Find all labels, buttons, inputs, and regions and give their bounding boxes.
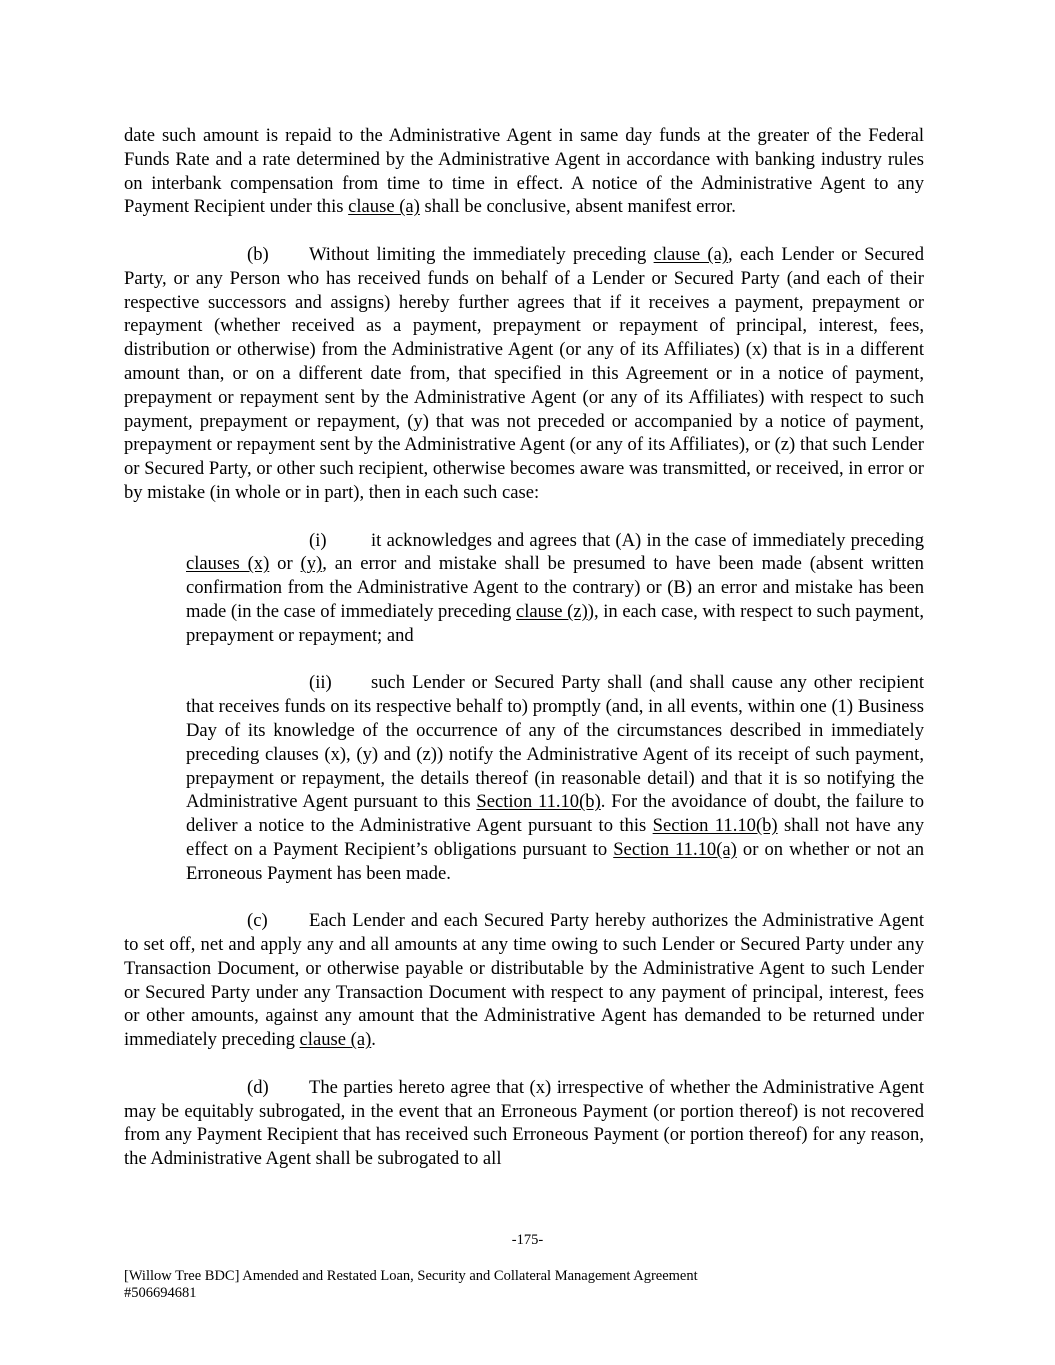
footer-doc-id: #506694681 (124, 1285, 197, 1301)
clause-a-reference: clause (a) (653, 243, 729, 265)
paragraph-intro: date such amount is repaid to the Administrative Agent in same day funds at the greater of the Federal Funds Rate and a rate determined by the Administrative Agent in accordance with banking industry rules on interbank compensation from time to time in effect. A notice of the Administrative Agent to any Payment Recipient under this clause (a) shall be conclusive, absent manifest error. (124, 125, 924, 218)
paragraph-c: (c) Each Lender and each Secured Party hereby authorizes the Administrative Agent to set off, net and apply any and all amounts at any time owing to such Lender or Secured Party under any Transaction Document, or otherwise payable or distributable by the Administrative Agent to such Lender or Secured Party under any Transaction Document with respect to any payment of principal, interest, fees or other amounts, against any amount that the Administrative Agent has demanded to be returned under immediately preceding clause (a). (124, 910, 924, 1051)
clause-a-reference: clause (a) (299, 1029, 372, 1051)
page-number: -175- (511, 1232, 544, 1248)
section-11-10-b-reference: Section 11.10(b) (652, 815, 778, 837)
paragraph-i-label: (i) (309, 529, 327, 551)
clause-z-reference: clause (z) (516, 600, 588, 622)
document-footer (124, 1268, 924, 1302)
paragraph-ii-label: (ii) (309, 672, 332, 694)
section-11-10-a-reference: Section 11.10(a) (613, 838, 737, 860)
clauses-x-reference: clauses (x) (186, 553, 270, 575)
paragraph-b-label: (b) (247, 243, 269, 265)
clause-y-reference: (y) (300, 553, 323, 575)
paragraph-i: (i) it acknowledges and agrees that (A) in the case of immediately preceding clauses (x) or (y), an error and mistake shall be presumed to have been made (absent written confirmation from the Administrative Agent to the contrary) or (B) an error and mistake has been made (in the case of immediately preceding clause (z)), in each case, with respect to such payment, prepayment or repayment; and (186, 529, 924, 646)
section-11-10-b-reference: Section 11.10(b) (476, 791, 601, 813)
paragraph-ii: (ii) such Lender or Secured Party shall (and shall cause any other recipient that receives funds on its respective behalf to) promptly (and, in all events, within one (1) Business Day of its knowledge of the occurrence of any of the circumstances described in immediately preceding clauses (x), (y) and (z)) notify the Administrative Agent of its receipt of such payment, prepayment or repayment, the details thereof (in reasonable detail) and that it is so notifying the Administrative Agent pursuant to this Section 11.10(b). For the avoidance of doubt, the failure to deliver a notice to the Administrative Agent pursuant to this Section 11.10(b) shall not have any effect on a Payment Recipient’s obligations pursuant to Section 11.10(a) or on whether or not an Erroneous Payment has been made. (186, 672, 925, 884)
document-body (124, 124, 924, 1171)
paragraph-c-label: (c) (247, 910, 268, 932)
paragraph-d-label: (d) (247, 1076, 269, 1098)
clause-a-reference: clause (a) (348, 196, 420, 218)
paragraph-d: (d) The parties hereto agree that (x) irrespective of whether the Administrative Agent may be equitably subrogated, in the event that an Erroneous Payment (or portion thereof) is not recovered from any Payment Recipient that has received such Erroneous Payment (or portion thereof) for any reason, the Administrative Agent shall be subrogated to all (124, 1076, 924, 1170)
paragraph-b: (b) Without limiting the immediately preceding clause (a), each Lender or Secured Party, or any Person who has received funds on behalf of a Lender or Secured Party (and each of their respective successors and assigns) hereby further agrees that if it receives a payment, prepayment or repayment (whether received as a payment, prepayment or repayment of principal, interest, fees, distribution or otherwise) from the Administrative Agent (or any of its Affiliates) (x) that is in a different amount than, or on a different date from, that specified in this Agreement or in a notice of payment, prepayment or repayment sent by the Administrative Agent (or any of its Affiliates) with respect to such payment, prepayment or repayment, (y) that was not preceded or accompanied by a notice of payment, prepayment or repayment sent by the Administrative Agent (or any of its Affiliates), or (z) that such Lender or Secured Party, or other such recipient, otherwise becomes aware was transmitted, or received, in error or by mistake (in whole or in part), then in each such case: (124, 243, 924, 503)
footer-title: [Willow Tree BDC] Amended and Restated Loan, Security and Collateral Management Agreement (124, 1268, 698, 1284)
